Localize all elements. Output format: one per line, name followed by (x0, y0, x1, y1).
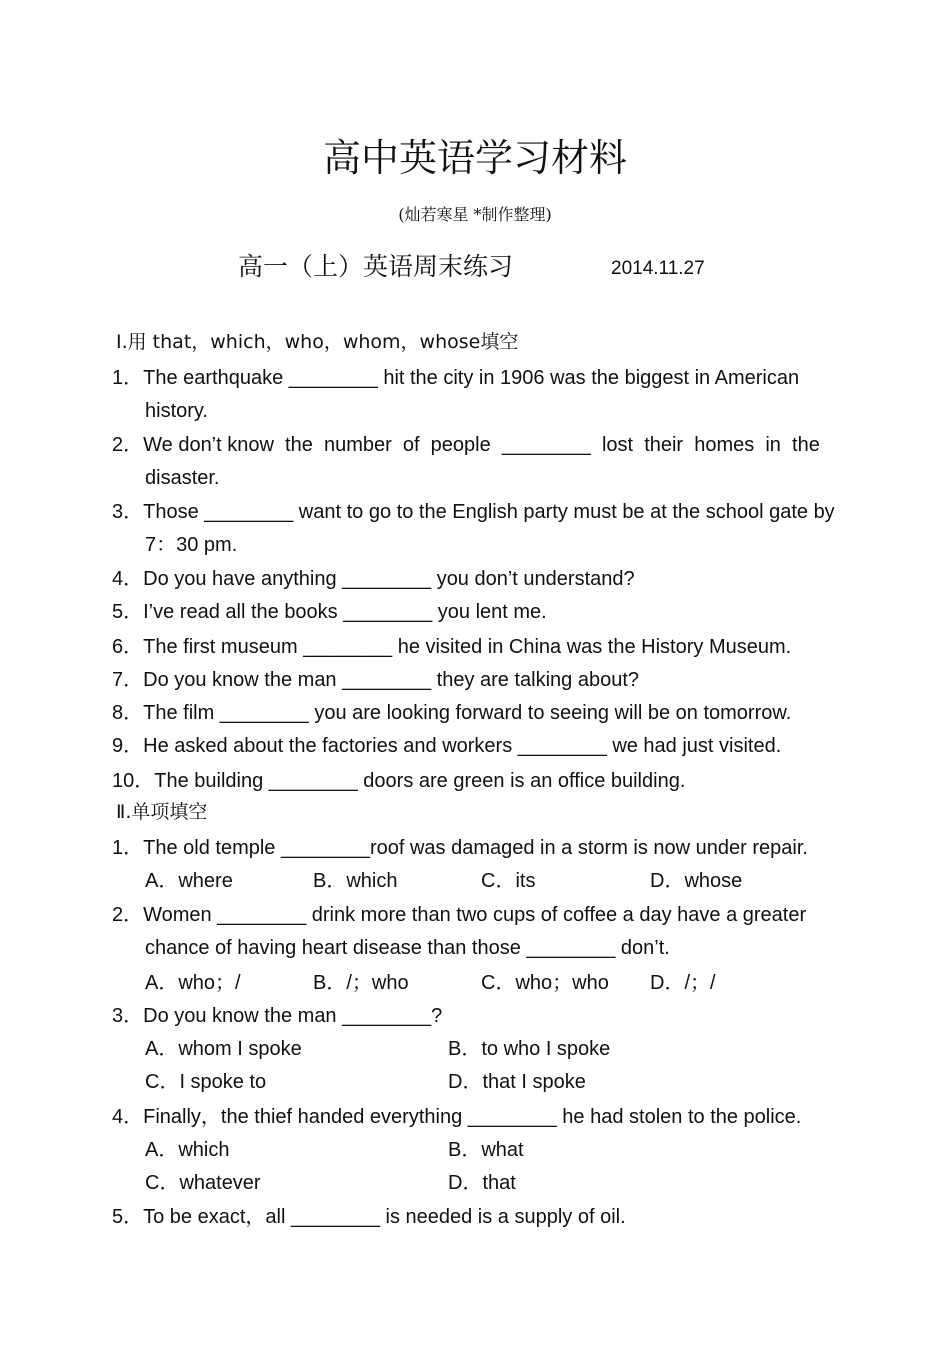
s1-question-line: disaster. (145, 467, 220, 489)
s2-q4-option-c: C．whatever (145, 1172, 261, 1194)
s1-question-line: history. (145, 400, 208, 422)
s2-q4-option-d: D．that (448, 1172, 516, 1194)
s1-question-line: 7．Do you know the man ________ they are talking about? (112, 669, 640, 691)
s2-q4-option-b: B．what (448, 1139, 524, 1161)
s2-q2-option-b: B．/；who (313, 972, 409, 994)
s2-q1-option-d: D．whose (650, 870, 743, 892)
section-2-heading: Ⅱ.单项填空 (116, 801, 208, 823)
s1-question-line: 6．The first museum ________ he visited in China was the History Museum. (112, 636, 792, 658)
s1-question-line: 5．I’ve read all the books ________ you lent me. (112, 601, 547, 623)
worksheet-date: 2014.11.27 (611, 258, 705, 279)
s2-question-5-stem: 5．To be exact，all ________ is needed is a supply of oil. (112, 1206, 626, 1228)
s2-question-4-stem: 4．Finally，the thief handed everything ________ he had stolen to the police. (112, 1106, 802, 1128)
s2-q3-option-a: A．whom I spoke (145, 1038, 302, 1060)
s1-question-line: 10．The building ________ doors are green is an office building. (112, 770, 686, 792)
s1-question-line: 7：30 pm. (145, 534, 238, 556)
s2-q3-option-d: D．that I spoke (448, 1071, 586, 1093)
document-title: 高中英语学习材料 (322, 136, 627, 180)
s2-q2-option-c: C．who；who (481, 972, 609, 994)
s2-q2-option-d: D．/；/ (650, 972, 716, 994)
s2-question-1-stem: 1．The old temple ________roof was damaged in a storm is now under repair. (112, 837, 808, 859)
s2-q1-option-c: C．its (481, 870, 536, 892)
section-1-heading: Ⅰ.用 that，which，who，whom，whose填空 (116, 331, 519, 353)
s2-q1-option-a: A．where (145, 870, 233, 892)
s2-q4-option-a: A．which (145, 1139, 230, 1161)
s1-question-line: 2．We don’t know the number of people ________ lost their homes in the (112, 434, 820, 456)
s2-q2-option-a: A．who；/ (145, 972, 241, 994)
s2-q3-option-c: C．I spoke to (145, 1071, 267, 1093)
s2-q3-option-b: B．to who I spoke (448, 1038, 611, 1060)
s2-question-3-stem: 3．Do you know the man ________? (112, 1005, 443, 1027)
s2-question-2-stem-cont: chance of having heart disease than those ________ don’t. (145, 937, 670, 959)
document-subtitle: (灿若寒星 *制作整理) (398, 205, 552, 224)
worksheet-title: 高一（上）英语周末练习 (238, 252, 514, 281)
s1-question-line: 4．Do you have anything ________ you don’t understand? (112, 568, 635, 590)
s1-question-line: 1．The earthquake ________ hit the city in 1906 was the biggest in American (112, 367, 800, 389)
s1-question-line: 3．Those ________ want to go to the English party must be at the school gate by (112, 501, 835, 523)
s1-question-line: 9．He asked about the factories and workers ________ we had just visited. (112, 735, 782, 757)
s1-question-line: 8．The film ________ you are looking forward to seeing will be on tomorrow. (112, 702, 792, 724)
s2-q1-option-b: B．which (313, 870, 398, 892)
s2-question-2-stem: 2．Women ________ drink more than two cups of coffee a day have a greater (112, 904, 807, 926)
